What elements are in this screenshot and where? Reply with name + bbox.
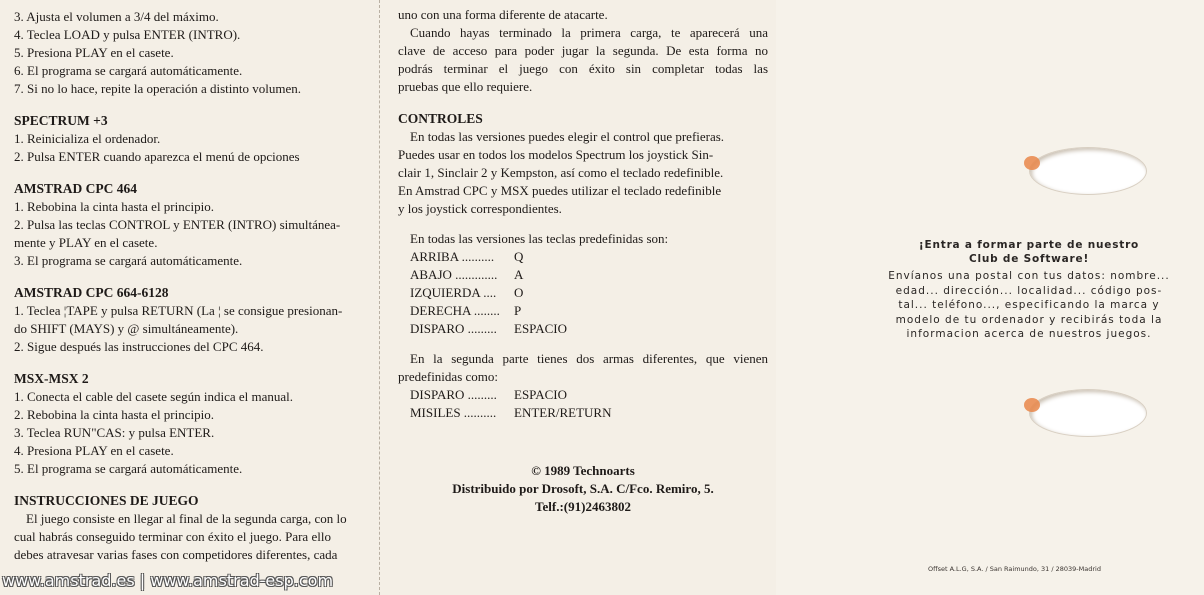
cpc464-step: 1. Rebobina la cinta hasta el principio. (14, 199, 214, 214)
cpc464-heading: AMSTRAD CPC 464 (14, 181, 137, 196)
instructions-line: clave de acceso para poder jugar la segunda. De esta forma no (398, 43, 768, 58)
instructions-line: debes atravesar varias fases con competidores diferentes, cada (14, 547, 338, 562)
msx-step: 2. Rebobina la cinta hasta el principio. (14, 407, 214, 422)
tape-step: 5. Presiona PLAY en el casete. (14, 45, 174, 60)
instructions-line: cual habrás conseguido terminar con éxito el juego. Para ello (14, 529, 331, 544)
printer-credit: Offset A.L.G, S.A. / San Raimundo, 31 / 28039-Madrid (928, 565, 1101, 573)
spectrum3-step: 2. Pulsa ENTER cuando aparezca el menú de opciones (14, 149, 300, 164)
key-mapping-row (398, 284, 768, 302)
key-action: IZQUIERDA .... (410, 285, 497, 300)
club-body-line: tal... teléfono..., especificando la marca y (898, 299, 1160, 311)
die-cut-slot (1030, 390, 1146, 436)
instructions-line: Cuando hayas terminado la primera carga, te aparecerá una (410, 25, 768, 40)
msx-heading: MSX-MSX 2 (14, 371, 89, 386)
weapon-key: ESPACIO (514, 387, 567, 402)
weapon-key: ENTER/RETURN (514, 405, 612, 420)
watermark: www.amstrad.es | www.amstrad-esp.com (2, 571, 334, 590)
club-body (866, 269, 1192, 342)
distributor: Distribuido por Drosoft, S.A. C/Fco. Remiro, 5. (452, 481, 714, 496)
die-cut-slot (1030, 148, 1146, 194)
weapons-line: predefinidas como: (398, 369, 498, 384)
controls-line: En todas las versiones puedes elegir el control que prefieras. (410, 129, 725, 144)
msx-step: 4. Presiona PLAY en el casete. (14, 443, 174, 458)
tape-step: 6. El programa se cargará automáticamente. (14, 63, 243, 78)
club-title: ¡Entra a formar parte de nuestro (918, 239, 1140, 251)
cpc464-step: mente y PLAY en el casete. (14, 235, 158, 250)
cpc664-step: do SHIFT (MAYS) y @ simultáneamente). (14, 321, 239, 336)
cpc464-step: 2. Pulsa las teclas CONTROL y ENTER (INTRO) simultánea- (14, 217, 341, 232)
weapon-mapping-row (398, 404, 768, 422)
key-value: Q (514, 249, 524, 264)
key-action: ARRIBA .......... (410, 249, 495, 264)
key-mapping-row (398, 266, 768, 284)
key-value: A (514, 267, 524, 282)
slot-tab (1024, 156, 1040, 170)
key-action: DISPARO ......... (410, 321, 497, 336)
controls-line: y los joystick correspondientes. (398, 201, 562, 216)
tape-step: 7. Si no lo hace, repite la operación a distinto volumen. (14, 81, 302, 96)
key-mapping-row (398, 248, 768, 266)
weapon-mapping-row (398, 386, 768, 404)
key-mapping-row (398, 320, 768, 338)
instructions-line: El juego consiste en llegar al final de la segunda carga, con lo (26, 511, 347, 526)
club-body-line: edad... dirección... localidad... código pos- (895, 284, 1163, 297)
club-title: Club de Software! (968, 253, 1090, 265)
key-mapping-row (398, 302, 768, 320)
club-body-line: informacion acerca de nuestros juegos. (906, 328, 1152, 340)
instructions-line: uno con una forma diferente de atacarte. (398, 7, 608, 22)
club-body-line: Envíanos una postal con tus datos: nombre... (888, 270, 1170, 282)
column-club (776, 0, 1204, 595)
cpc664-step: 2. Sigue después las instrucciones del CPC 464. (14, 339, 264, 354)
instructions-line: pruebas que ello requiere. (398, 79, 533, 94)
cpc664-heading: AMSTRAD CPC 664-6128 (14, 285, 169, 300)
phone: Telf.:(91)2463802 (535, 499, 631, 514)
weapons-line: En la segunda parte tienes dos armas diferentes, que vienen (410, 351, 768, 366)
instructions-line: podrás terminar el juego con éxito sin completar todas las (398, 61, 768, 76)
key-value: P (514, 303, 522, 318)
controls-line: clair 1, Sinclair 2 y Kempston, así como el teclado redefinible. (398, 165, 724, 180)
spectrum3-heading: SPECTRUM +3 (14, 113, 108, 128)
club-block (866, 238, 1192, 342)
club-body-line: modelo de tu ordenador y recibirás toda la (895, 313, 1163, 326)
key-action: DERECHA ........ (410, 303, 500, 318)
key-value: ESPACIO (514, 321, 567, 336)
controls-line: En Amstrad CPC y MSX puedes utilizar el teclado redefinible (398, 183, 722, 198)
key-value: O (514, 285, 524, 300)
slot-tab (1024, 398, 1040, 412)
spectrum3-step: 1. Reinicializa el ordenador. (14, 131, 161, 146)
tape-step: 4. Teclea LOAD y pulsa ENTER (INTRO). (14, 27, 241, 42)
controls-line: Puedes usar en todos los modelos Spectrum los joystick Sin- (398, 147, 714, 162)
keys-intro: En todas las versiones las teclas predefinidas son: (410, 231, 669, 246)
msx-step: 3. Teclea RUN"CAS: y pulsa ENTER. (14, 425, 215, 440)
weapon-action: DISPARO ......... (410, 387, 497, 402)
cpc464-step: 3. El programa se cargará automáticamente. (14, 253, 243, 268)
tape-step: 3. Ajusta el volumen a 3/4 del máximo. (14, 9, 219, 24)
column-controls (380, 0, 776, 595)
copyright: © 1989 Technoarts (531, 463, 635, 478)
key-action: ABAJO ............. (410, 267, 498, 282)
msx-step: 5. El programa se cargará automáticamente. (14, 461, 243, 476)
column-loading-instructions (0, 0, 380, 595)
msx-step: 1. Conecta el cable del casete según indica el manual. (14, 389, 294, 404)
weapon-action: MISILES .......... (410, 405, 497, 420)
instructions-heading: INSTRUCCIONES DE JUEGO (14, 493, 199, 508)
cpc664-step: 1. Teclea ¦TAPE y pulsa RETURN (La ¦ se consigue presionan- (14, 303, 343, 318)
controls-heading: CONTROLES (398, 111, 483, 126)
